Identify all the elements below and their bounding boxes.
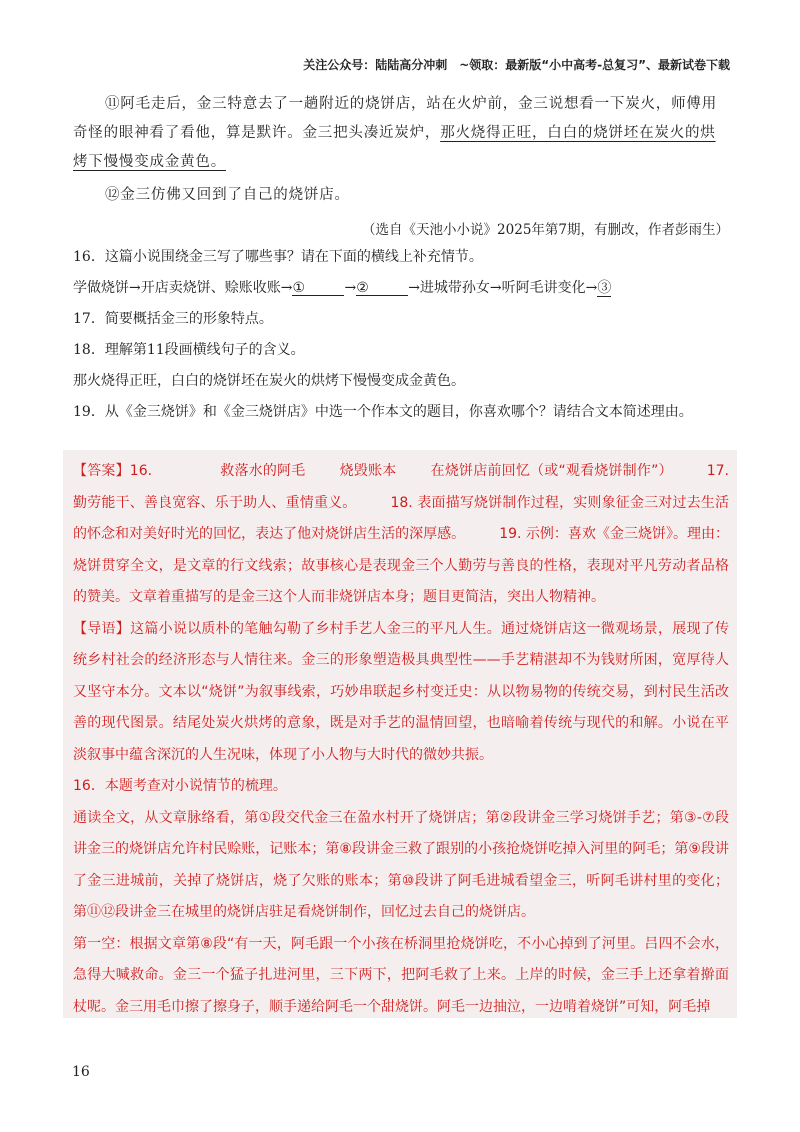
plot-start: 学做烧饼→开店卖烧饼、赊账收账→ [73,280,293,296]
answer-19: 19. 示例：喜欢《金三烧饼》。理由：烧饼贯穿全文，是文章的行文线索；故事核心是表现金三个人勤劳与善良的性格，表现对平凡劳动者品格的赞美。文章着重描写的是金三这个人而非烧饼店本身；题目更简洁，突出人物精神。 [73,526,729,605]
answer-16-1: 救落水的阿毛 [220,463,306,479]
underlined-sentence: 那火烧得正旺，白白的烧饼坯在炭火的烘烤下慢慢变成金黄色。 [73,125,716,170]
answer-block [73,456,757,614]
blank-1-analysis: 第一空：根据文章第⑧段“有一天，阿毛跟一个小孩在桥洞里抢烧饼吃，不小心掉到了河里。吕四不会水，急得大喊救命。金三一个猛子扎进河里，三下两下，把阿毛救了上来。上岸的时候，金三手上还拿着擀面杖呢。金三用毛巾擦了擦身子，顺手递给阿毛一个甜烧饼。阿毛一边抽泣，一边啃着烧饼”可知，阿毛掉 [73,935,729,1015]
paragraph-11-text: ⑪阿毛走后，金三特意去了一趟附近的烧饼店，站在火炉前，金三说想看一下炭火，师傅用奇怪的眼神看了看他，算是默许。金三把头凑近炭炉， [73,96,717,141]
answer-16-number: 16. [129,463,153,479]
page-header: 关注公众号：陆陆高分冲刺 ~领取：最新版“小中高考-总复习”、最新试卷下载 [303,58,730,72]
question-18-sentence: 那火烧得正旺，白白的烧饼坯在炭火的烘烤下慢慢变成金黄色。 [73,373,465,389]
plot-mid: →进城带孙女→听阿毛讲变化→ [408,280,598,296]
paragraph-11 [73,90,729,177]
guide-paragraph [73,614,729,772]
source-citation: （选自《天池小小说》2025年第7期，有删改，作者彭雨生） [362,222,729,238]
question-17: 17．简要概括金三的形象特点。 [73,311,273,327]
question-18: 18．理解第11段画横线句子的含义。 [73,342,305,358]
blank-2: ② [356,281,408,296]
guide-label: 【导语】 [73,620,131,637]
analysis-text: 通读全文，从文章脉络看，第①段交代金三在盈水村开了烧饼店；第②段讲金三学习烧饼手艺；第③-⑦段讲金三的烧饼店允许村民赊账，记账本；第⑧段讲金三救了跟别的小孩抢烧饼吃掉入河里的阿毛；第⑨段讲了金三进城前，关掉了烧饼店，烧了欠账的账本；第⑩段讲了阿毛进城看望金三，听阿毛讲村里的变化；第⑪⑫段讲金三在城里的烧饼店驻足看烧饼制作，回忆过去自己的烧饼店。 [73,809,729,920]
plot-arrow: → [344,280,357,296]
story-section [73,90,729,428]
plot-line [73,273,729,304]
analysis-title: 16．本题考查对小说情节的梳理。 [73,778,287,794]
answer-16-3: 在烧饼店前回忆（或“观看烧饼制作”） [430,463,673,479]
answer-section [73,456,757,1023]
page-number: 16 [72,1064,90,1080]
paragraph-12: ⑫金三仿佛又回到了自己的烧饼店。 [105,187,350,203]
question-19: 19．从《金三烧饼》和《金三烧饼店》中选一个作本文的题目，你喜欢哪个？请结合文本简述理由。 [73,404,693,420]
answer-17: 17. 勤劳能干、善良宽容、乐于助人、重情重义。 [73,463,757,511]
answer-18: 18. 表面描写烧饼制作过程，实则象征金三对过去生活的怀念和对美好时光的回忆，表达了他对烧饼店生活的深厚感。 [73,494,729,542]
blank-3: ③ [597,280,612,296]
blank-1: ① [292,281,344,296]
answer-16-2: 烧毁账本 [339,463,397,479]
guide-text: 这篇小说以质朴的笔触勾勒了乡村手艺人金三的平凡人生。通过烧饼店这一微观场景，展现了传统乡村社会的经济形态与人情往来。金三的形象塑造极具典型性——手艺精湛却不为钱财所困，宽厚待人又坚守本分。文本以“烧饼”为叙事线索，巧妙串联起乡村变迁史：从以物易物的传统交易，到村民生活改善的现代图景。结尾处炭火烘烤的意象，既是对手艺的温情回望，也暗喻着传统与现代的和解。小说在平淡叙事中蕴含深沉的人生况味，体现了小人物与大时代的微妙共振。 [73,620,730,763]
question-16: 16．这篇小说围绕金三写了哪些事？请在下面的横线上补充情节。 [73,249,483,265]
answer-label: 【答案】 [73,463,130,479]
